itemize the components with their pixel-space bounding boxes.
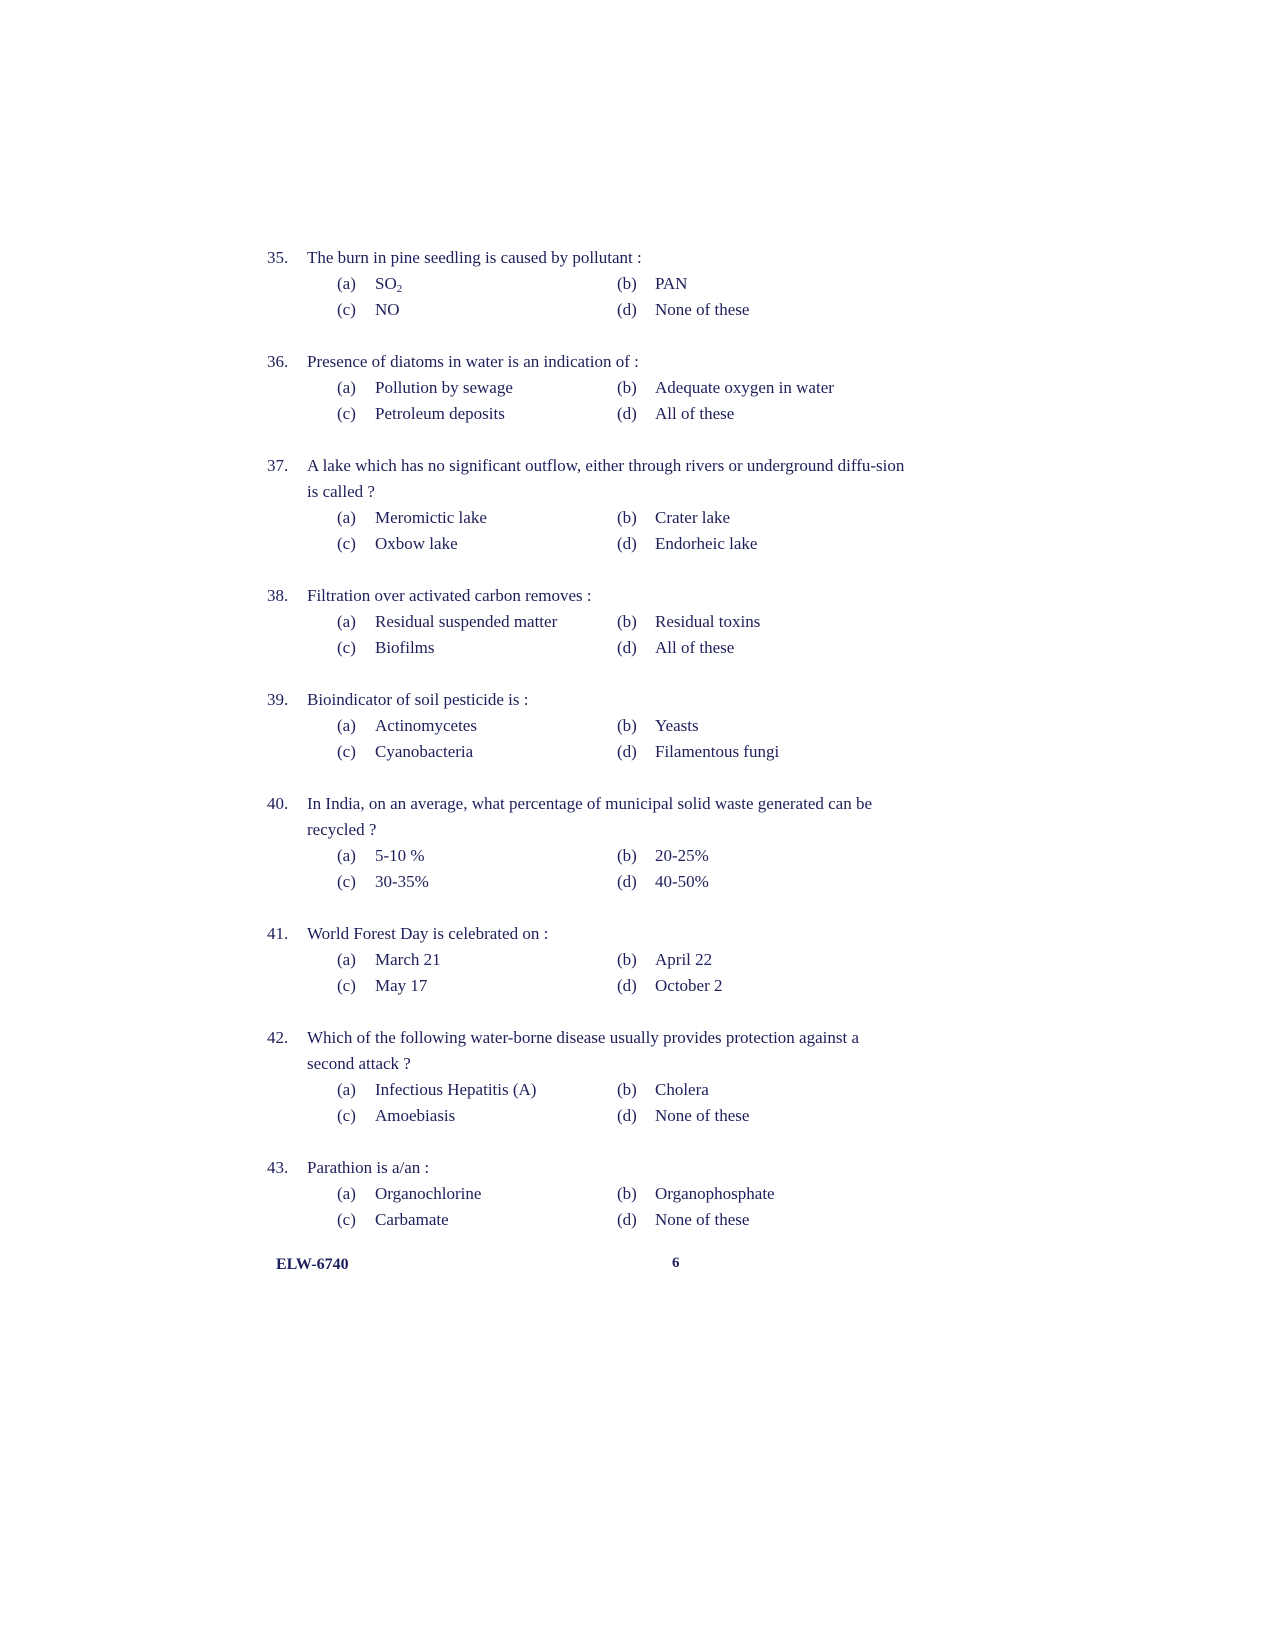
option-b: (b) Cholera: [617, 1080, 709, 1099]
option-d: (d) All of these: [617, 638, 735, 657]
option-c: (c) 30-35%: [337, 872, 429, 891]
question-text: The burn in pine seedling is caused by pollutant :: [307, 248, 642, 267]
option-subscript: 2: [396, 283, 403, 295]
question-38: [267, 583, 907, 661]
option-d: (d) None of these: [617, 300, 750, 319]
option-b: (b) Adequate oxygen in water: [617, 378, 834, 397]
option-a: (a) Infectious Hepatitis (A): [337, 1080, 537, 1099]
question-number: 42.: [267, 1028, 289, 1047]
question-number: 41.: [267, 924, 289, 943]
options: [267, 505, 907, 557]
option-b: (b) Residual toxins: [617, 612, 761, 631]
question-number: 35.: [267, 248, 289, 267]
option-a: (a) Residual suspended matter: [337, 612, 558, 631]
option-d: (d) Endorheic lake: [617, 534, 758, 553]
question-text: Filtration over activated carbon removes :: [307, 586, 592, 605]
option-b: (b) 20-25%: [617, 846, 709, 865]
option-c: (c) Oxbow lake: [337, 534, 458, 553]
option-d: (d) None of these: [617, 1210, 750, 1229]
option-b: (b) Crater lake: [617, 508, 731, 527]
option-a: (a) Pollution by sewage: [337, 378, 513, 397]
question-text: World Forest Day is celebrated on :: [307, 924, 549, 943]
question-number: 38.: [267, 586, 289, 605]
question-35: [267, 245, 907, 323]
option-text: SO: [375, 274, 397, 293]
question-40: [267, 791, 907, 895]
question-37: [267, 453, 907, 557]
option-c: (c) Petroleum deposits: [337, 404, 505, 423]
options: [267, 271, 907, 323]
option-b: (b) April 22: [617, 950, 713, 969]
question-text: Parathion is a/an :: [307, 1158, 430, 1177]
options: [267, 947, 907, 999]
option-d: (d) All of these: [617, 404, 735, 423]
option-a: (a) March 21: [337, 950, 441, 969]
option-c: (c) Cyanobacteria: [337, 742, 474, 761]
question-text: Which of the following water-borne disease usually provides protection against a second attack ?: [307, 1028, 859, 1073]
paper-code: ELW-6740: [276, 1256, 349, 1273]
page-number: 6: [672, 1255, 680, 1271]
question-36: [267, 349, 907, 427]
options: [267, 609, 907, 661]
option-d: (d) 40-50%: [617, 872, 709, 891]
options: [267, 1181, 907, 1233]
option-d: (d) Filamentous fungi: [617, 742, 780, 761]
option-c: (c) Biofilms: [337, 638, 435, 657]
option-b: (b) PAN: [617, 274, 688, 293]
question-42: [267, 1025, 907, 1129]
options: [267, 375, 907, 427]
question-number: 36.: [267, 352, 289, 371]
question-39: [267, 687, 907, 765]
question-number: 43.: [267, 1158, 289, 1177]
question-text: A lake which has no significant outflow, either through rivers or underground diffu-sion is called ?: [307, 456, 905, 501]
option-a: (a) Actinomycetes: [337, 716, 477, 735]
question-number: 40.: [267, 794, 289, 813]
question-number: 39.: [267, 690, 289, 709]
option-a: (a) $SO_2$: [337, 274, 403, 295]
option-c: (c) Amoebiasis: [337, 1106, 456, 1125]
option-c: (c) May 17: [337, 976, 428, 995]
question-text: In India, on an average, what percentage of municipal solid waste generated can be recycled ?: [307, 794, 873, 839]
option-d: (d) None of these: [617, 1106, 750, 1125]
options: [267, 1077, 907, 1129]
question-number: 37.: [267, 456, 289, 475]
option-d: (d) October 2: [617, 976, 723, 995]
option-b: (b) Yeasts: [617, 716, 699, 735]
options: [267, 713, 907, 765]
question-43: [267, 1155, 907, 1233]
option-a: (a) Organochlorine: [337, 1184, 482, 1203]
option-b: (b) Organophosphate: [617, 1184, 775, 1203]
option-c: (c) Carbamate: [337, 1210, 449, 1229]
option-c: (c) NO: [337, 300, 400, 319]
question-41: [267, 921, 907, 999]
question-text: Bioindicator of soil pesticide is :: [307, 690, 529, 709]
option-a: (a) Meromictic lake: [337, 508, 487, 527]
question-text: Presence of diatoms in water is an indication of :: [307, 352, 639, 371]
option-a: (a) 5-10 %: [337, 846, 425, 865]
options: [267, 843, 907, 895]
